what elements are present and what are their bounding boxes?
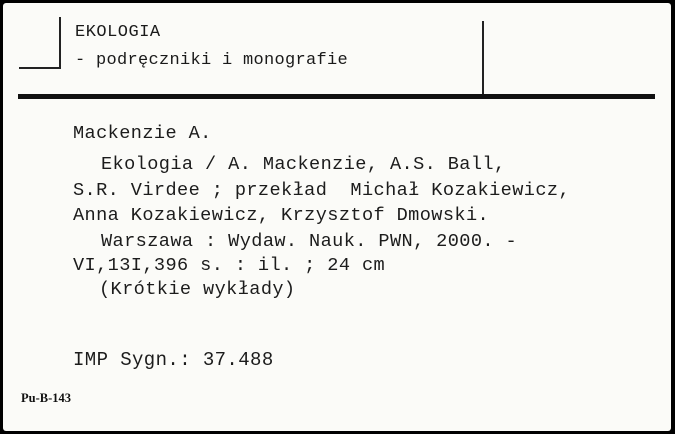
header-rule-main bbox=[18, 94, 655, 99]
library-stamp: Pu-B-143 bbox=[21, 391, 71, 405]
responsibility-line: S.R. Virdee ; przekład Michał Kozakiewicz, bbox=[73, 180, 570, 201]
responsibility-line-cont: Anna Kozakiewicz, Krzysztof Dmowski. bbox=[73, 205, 490, 226]
subject-subheading: - podręczniki i monografie bbox=[75, 51, 349, 70]
call-number: IMP Sygn.: 37.488 bbox=[73, 349, 274, 371]
catalog-card bbox=[3, 3, 671, 431]
publication-line: Warszawa : Wydaw. Nauk. PWN, 2000. - bbox=[101, 231, 518, 252]
title-line: Ekologia / A. Mackenzie, A.S. Ball, bbox=[101, 154, 506, 175]
series-line: (Krótkie wykłady) bbox=[99, 279, 296, 300]
physical-description-line: VI,13I,396 s. : il. ; 24 cm bbox=[73, 255, 386, 276]
subject-heading: EKOLOGIA bbox=[75, 23, 161, 42]
header-rule-right-vertical bbox=[482, 21, 484, 97]
author-line: Mackenzie A. bbox=[73, 123, 212, 144]
header-rule-left-horizontal bbox=[19, 67, 61, 69]
header-rule-left-vertical bbox=[59, 17, 61, 69]
